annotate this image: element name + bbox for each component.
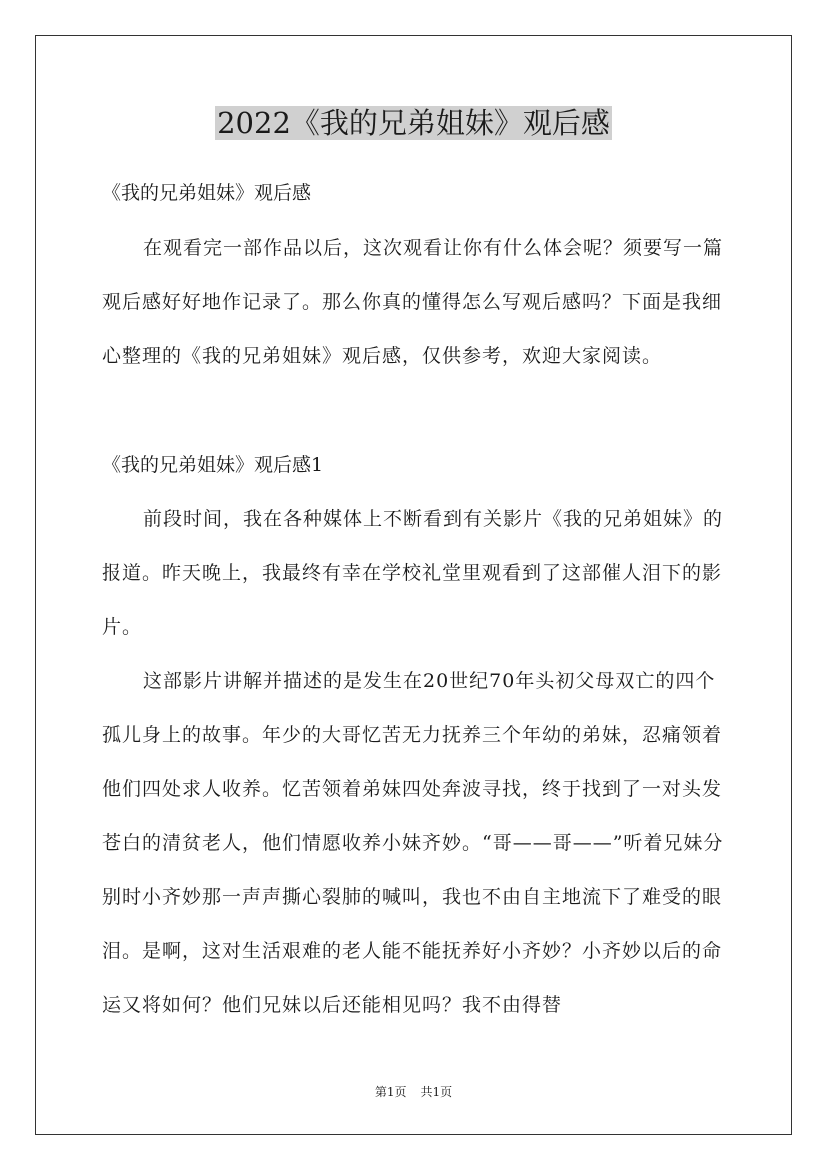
intro-paragraph: 在观看完一部作品以后，这次观看让你有什么体会呢？须要写一篇观后感好好地作记录了。那么你真的懂得怎么写观后感吗？下面是我细心整理的《我的兄弟姐妹》观后感，仅供参考，欢迎大家阅读。 xyxy=(102,237,724,367)
document-title-text: 2022《我的兄弟姐妹》观后感 xyxy=(217,106,610,140)
page-number: 第1页 xyxy=(374,1085,407,1099)
page-footer xyxy=(0,1083,827,1101)
section-heading: 《我的兄弟姐妹》观后感1 xyxy=(102,454,324,476)
page-total: 共1页 xyxy=(420,1085,453,1099)
body-paragraph-2: 这部影片讲解并描述的是发生在20世纪70年头初父母双亡的四个孤儿身上的故事。年少的大哥忆苦无力抚养三个年幼的弟妹，忍痛领着他们四处求人收养。忆苦领着弟妹四处奔波寻找，终于找到了一对头发苍白的清贫老人，他们情愿收养小妹齐妙。“哥——哥——”听着兄妹分别时小齐妙那一声声撕心裂肺的喊叫，我也不由自主地流下了难受的眼泪。是啊，这对生活艰难的老人能不能抚养好小齐妙？小齐妙以后的命运又将如何？他们兄妹以后还能相见吗？我不由得替 xyxy=(102,670,724,1016)
intro-heading: 《我的兄弟姐妹》观后感 xyxy=(102,182,312,204)
document-title xyxy=(0,100,827,146)
body-paragraph-1: 前段时间，我在各种媒体上不断看到有关影片《我的兄弟姐妹》的报道。昨天晚上，我最终有幸在学校礼堂里观看到了这部催人泪下的影片。 xyxy=(102,508,724,638)
